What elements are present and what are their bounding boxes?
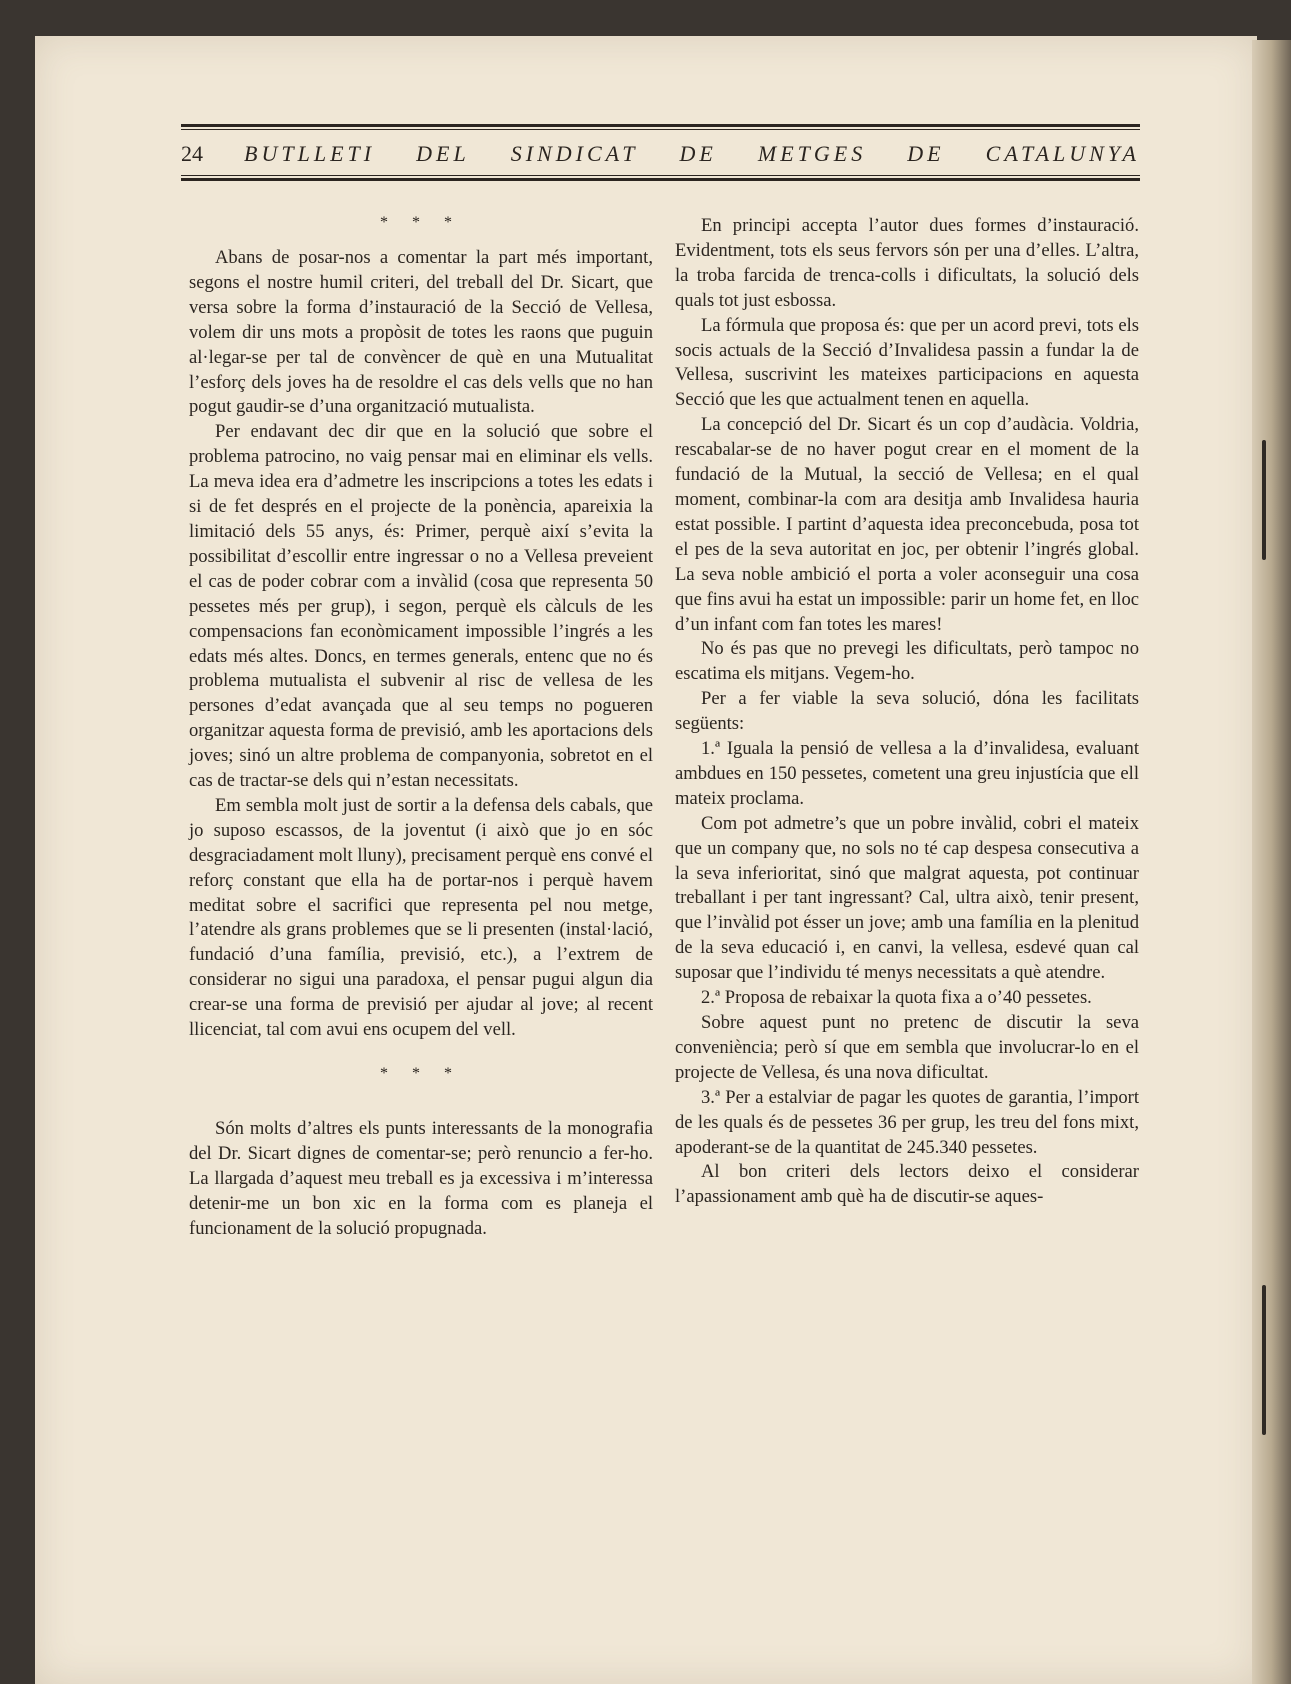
header-word: CATALUNYA	[985, 141, 1140, 166]
section-separator: * * *	[380, 214, 462, 231]
paragraph: Són molts d’altres els punts interessants de la monografia del Dr. Sicart dignes de comentar-se; però renuncio a fer-ho. La llargada d’aquest meu treball es ja excessiva i m’interessa detenir-me un bon xic en la forma com es planeja el funcionament de la solució propugnada.	[189, 1118, 653, 1239]
numbered-paragraph: 1.ª Iguala la pensió de vellesa a la d’invalidesa, evaluant ambdues en 150 pessetes, cometent una greu injustícia que ell mateix proclama.	[675, 738, 1139, 809]
paragraph: La fórmula que proposa és: que per un acord previ, tots els socis actuals de la Secció d’Invalidesa passin a fundar la de Vellesa, suscrivint les mateixes participacions en aquesta Secció que les que actualment tenen en aquella.	[675, 314, 1139, 411]
header-rule-bottom-thin	[181, 175, 1140, 176]
header-rule-top	[181, 124, 1140, 127]
page-edge-mark	[1262, 1285, 1266, 1435]
numbered-paragraph: 2.ª Proposa de rebaixar la quota fixa a o’40 pessetes.	[701, 987, 1092, 1009]
right-column	[675, 214, 1139, 1210]
paragraph: No és pas que no prevegi les dificultats, però tampoc no escatima els mitjans. Vegem-ho.	[675, 638, 1139, 685]
left-column	[189, 212, 653, 1242]
running-header	[181, 136, 1140, 172]
header-word: DE	[679, 141, 717, 166]
paragraph: Abans de posar-nos a comentar la part més important, segons el nostre humil criteri, del treball del Dr. Sicart, que versa sobre la forma d’instauració de la Secció de Vellesa, volem dir uns mots a propòsit de totes les raons que puguin al·legar-se per tal de convèncer de què en una Mutualitat l’esforç dels joves ha de resoldre el cas dels vells que no han pogut gaudir-se d’una organització mutualista.	[189, 247, 653, 418]
header-word: DEL	[416, 141, 470, 166]
numbered-paragraph: 3.ª Per a estalviar de pagar les quotes de garantia, l’import de les quals és de pessetes 36 per grup, les treu del fons mixt, apoderant-se de la quantitat de 245.340 pessetes.	[675, 1086, 1139, 1158]
header-word: METGES	[757, 141, 867, 166]
header-word: BUTLLETI	[244, 141, 376, 166]
section-separator: * * *	[380, 1065, 462, 1082]
paragraph: Per endavant dec dir que en la solució que sobre el problema patrocino, no vaig pensar mai en eliminar els vells. La meva idea era d’admetre les inscripcions a totes les edats i si de fet després en el projecte de la ponència, apareixia la limitació dels 55 anys, és: Primer, perquè així s’evita la possibilitat d’escollir entre ingressar o no a Vellesa preveient el cas de poder cobrar com a invàlid (cosa que representa 50 pessetes més per grup), i segon, perquè els càlculs de les compensacions fan econòmicament impossible l’ingrés a les edats més altes. Doncs, en termes generals, entenc que no és problema mutualista el subvenir al risc de vellesa de les persones d’edat avançada que al seu temps no pogueren organitzar aquesta forma de previsió, amb les aportacions dels joves; sinó un altre problema de companyonia, sobretot en el cas de tractar-se dels qui n’estan necessitats.	[189, 421, 653, 792]
paragraph: La concepció del Dr. Sicart és un cop d’audàcia. Voldria, rescabalar-se de no haver pogut crear en el moment de la fundació de la Mutual, la secció de Vellesa; en el qual moment, combinar-la com ara desitja amb Invalidesa hauria estat possible. I partint d’aquesta idea preconcebuda, posa tot el pes de la seva autoritat en joc, per obtenir l’ingrés global. La seva noble ambició el porta a voler aconseguir una cosa que fins avui ha estat un impossible: parir un home fet, en lloc d’un infant com fan totes les mares!	[675, 414, 1139, 635]
header-word: SINDICAT	[510, 141, 639, 166]
paragraph: Com pot admetre’s que un pobre invàlid, cobri el mateix que un company que, no sols no té cap despesa consecutiva a la seva inferioritat, sinó que malgrat aquesta, pot continuar treballant i per tant ingressant? Cal, ultra això, tenir present, que l’invàlid pot ésser un jove; amb una família en la plenitud de la seva educació i, en canvi, la vellesa, esdevé quan cal suposar que l’individu té menys necessitats a què atendre.	[675, 812, 1139, 984]
page-number: 24	[181, 141, 203, 166]
page-edge-mark	[1262, 440, 1266, 560]
paragraph: Sobre aquest punt no pretenc de discutir la seva conveniència; però sí que em sembla que involucrar-lo en el projecte de Vellesa, és una nova dificultat.	[675, 1012, 1139, 1083]
paragraph: Em sembla molt just de sortir a la defensa dels cabals, que jo suposo escassos, de la joventut (i això que jo en sóc desgraciadament molt lluny), precisament perquè ens convé el reforç constant que ella ha de portar-nos i perquè havem meditat sobre el sacrifici que representa pel nou metge, l’atendre als grans problemes que se li presenten (instal·lació, fundació d’una família, previsió, etc.), a l’extrem de considerar no sigui una paradoxa, el pensar pugui algun dia crear-se una forma de previsió per ajudar al jove; al recent llicenciat, tal com avui ens ocupem del vell.	[189, 794, 653, 1041]
page-edge	[1252, 40, 1291, 1684]
header-word: DE	[907, 141, 945, 166]
paragraph: En principi accepta l’autor dues formes d’instauració. Evidentment, tots els seus fervors són per una d’elles. L’altra, la troba farcida de trenca-colls i dificultats, la solució dels quals tot just esbossa.	[675, 215, 1139, 311]
paragraph: Per a fer viable la seva solució, dóna les facilitats següents:	[675, 688, 1139, 735]
header-rule-top-thin	[181, 129, 1140, 130]
header-rule-bottom	[181, 178, 1140, 181]
paragraph: Al bon criteri dels lectors deixo el considerar l’apassionament amb què ha de discutir-se aques-	[675, 1161, 1139, 1208]
